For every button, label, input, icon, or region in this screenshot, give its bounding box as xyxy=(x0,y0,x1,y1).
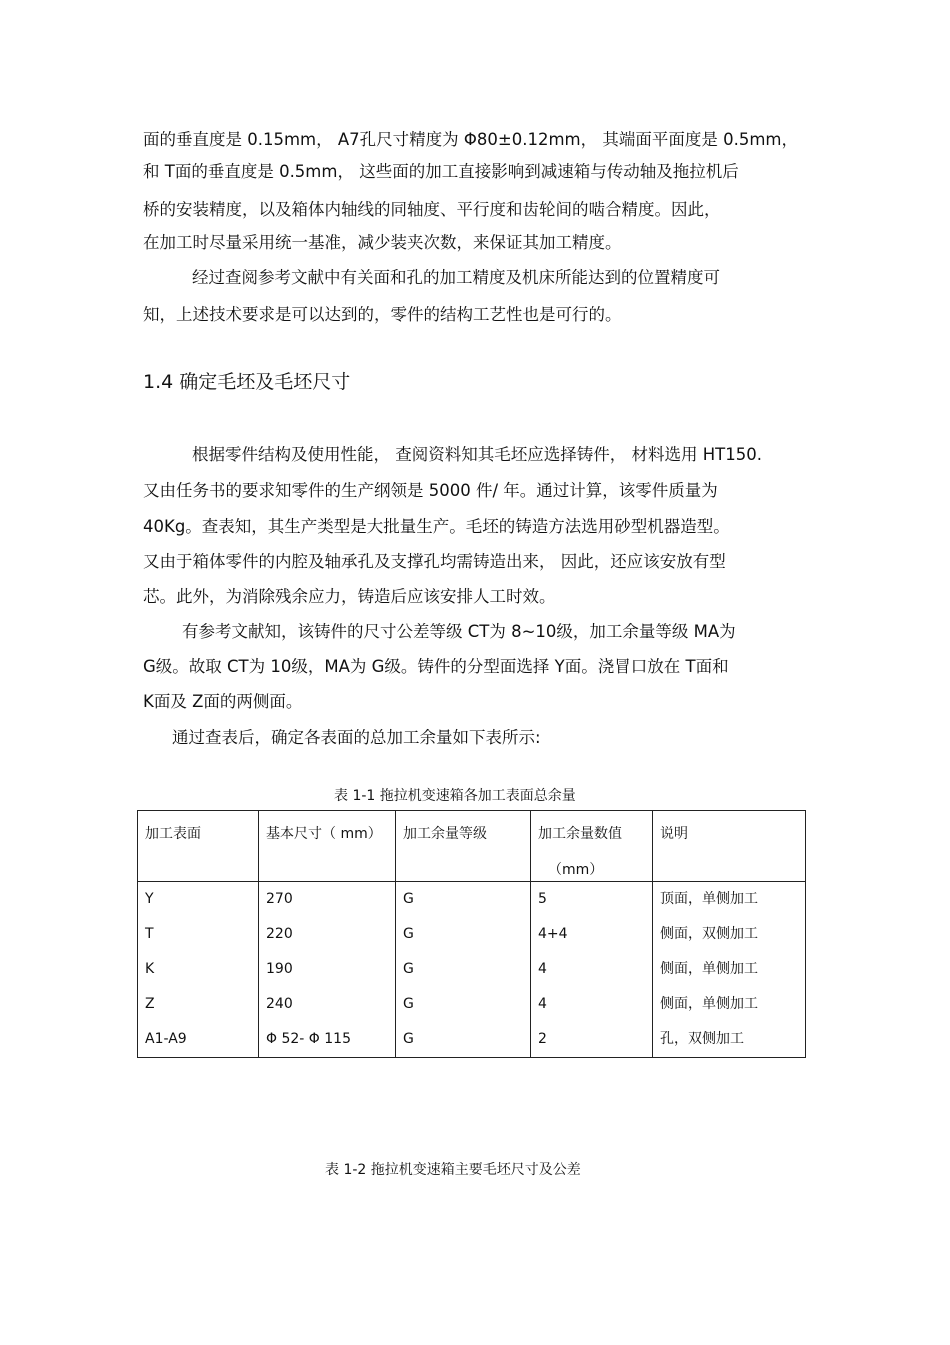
table-row xyxy=(138,917,806,952)
allowance-table xyxy=(137,810,806,1058)
table-cell: K xyxy=(138,952,259,987)
body-line-4: 在加工时尽量采用统一基准，减少装夹次数，来保证其加工精度。 xyxy=(143,233,622,252)
section-line-4: 又由于箱体零件的内腔及轴承孔及支撑孔均需铸造出来， 因此，还应该安放有型 xyxy=(143,552,726,571)
body-line-3: 桥的安装精度，以及箱体内轴线的同轴度、平行度和齿轮间的啮合精度。因此， xyxy=(143,200,721,219)
table-cell: A1-A9 xyxy=(138,1022,259,1058)
table-cell: 孔，双侧加工 xyxy=(653,1022,806,1058)
table-row xyxy=(138,952,806,987)
table-cell: G xyxy=(396,1022,531,1058)
header-unit: （mm） xyxy=(548,862,604,878)
header-label: 加工表面 xyxy=(145,826,201,842)
body-line-2: 和 T面的垂直度是 0.5mm， 这些面的加工直接影响到减速箱与传动轴及拖拉机后 xyxy=(143,162,739,181)
section-line-7: G级。故取 CT为 10级，MA为 G级。铸件的分型面选择 Y面。浇冒口放在 T面和 xyxy=(143,657,729,676)
header-cell xyxy=(138,811,259,882)
table1-caption: 表 1-1 拖拉机变速箱各加工表面总余量 xyxy=(334,788,576,804)
table-cell: 190 xyxy=(259,952,396,987)
header-cell xyxy=(653,811,806,882)
section-line-8: K面及 Z面的两侧面。 xyxy=(143,692,303,711)
section-line-5: 芯。此外，为消除残余应力，铸造后应该安排人工时效。 xyxy=(143,587,556,606)
section-line-2: 又由任务书的要求知零件的生产纲领是 5000 件/ 年。通过计算，该零件质量为 xyxy=(143,481,718,500)
table-cell: 4 xyxy=(531,952,653,987)
table-cell: 侧面，单侧加工 xyxy=(653,987,806,1022)
header-label: 加工余量等级 xyxy=(403,826,487,842)
table-cell: G xyxy=(396,987,531,1022)
table-cell: Y xyxy=(138,882,259,918)
body-line-6: 知，上述技术要求是可以达到的，零件的结构工艺性也是可行的。 xyxy=(143,305,622,324)
table-cell: 220 xyxy=(259,917,396,952)
table-cell: G xyxy=(396,952,531,987)
table-cell: Φ 52- Φ 115 xyxy=(259,1022,396,1058)
header-label: 加工余量数值 xyxy=(538,826,622,842)
table-cell: 2 xyxy=(531,1022,653,1058)
table-cell: 5 xyxy=(531,882,653,918)
table-cell: 240 xyxy=(259,987,396,1022)
section-line-9: 通过查表后，确定各表面的总加工余量如下表所示: xyxy=(172,728,541,747)
table2-caption: 表 1-2 拖拉机变速箱主要毛坯尺寸及公差 xyxy=(325,1162,581,1178)
table-cell: 侧面，双侧加工 xyxy=(653,917,806,952)
table-cell: 4+4 xyxy=(531,917,653,952)
header-cell xyxy=(396,811,531,882)
table-row xyxy=(138,1022,806,1058)
table-cell: G xyxy=(396,882,531,918)
table-cell: 270 xyxy=(259,882,396,918)
table-cell: 顶面，单侧加工 xyxy=(653,882,806,918)
body-line-5: 经过查阅参考文献中有关面和孔的加工精度及机床所能达到的位置精度可 xyxy=(192,268,720,287)
table-cell: Z xyxy=(138,987,259,1022)
section-line-6: 有参考文献知，该铸件的尺寸公差等级 CT为 8~10级，加工余量等级 MA为 xyxy=(182,622,736,641)
table-cell: 4 xyxy=(531,987,653,1022)
section-heading: 1.4 确定毛坯及毛坯尺寸 xyxy=(143,371,351,393)
table-cell: G xyxy=(396,917,531,952)
header-label: 说明 xyxy=(660,826,688,842)
header-cell xyxy=(531,811,653,882)
table-row xyxy=(138,882,806,918)
table-cell: T xyxy=(138,917,259,952)
table-cell: 侧面，单侧加工 xyxy=(653,952,806,987)
header-label: 基本尺寸（ mm） xyxy=(266,826,382,842)
table-row xyxy=(138,987,806,1022)
body-line-1: 面的垂直度是 0.15mm， A7孔尺寸精度为 Φ80±0.12mm， 其端面平面度是 0.5mm， xyxy=(143,130,798,149)
section-line-1: 根据零件结构及使用性能， 查阅资料知其毛坯应选择铸件， 材料选用 HT150. xyxy=(192,445,762,464)
header-cell xyxy=(259,811,396,882)
table-header-row xyxy=(138,811,806,882)
section-line-3: 40Kg。查表知，其生产类型是大批量生产。毛坯的铸造方法选用砂型机器造型。 xyxy=(143,517,730,536)
